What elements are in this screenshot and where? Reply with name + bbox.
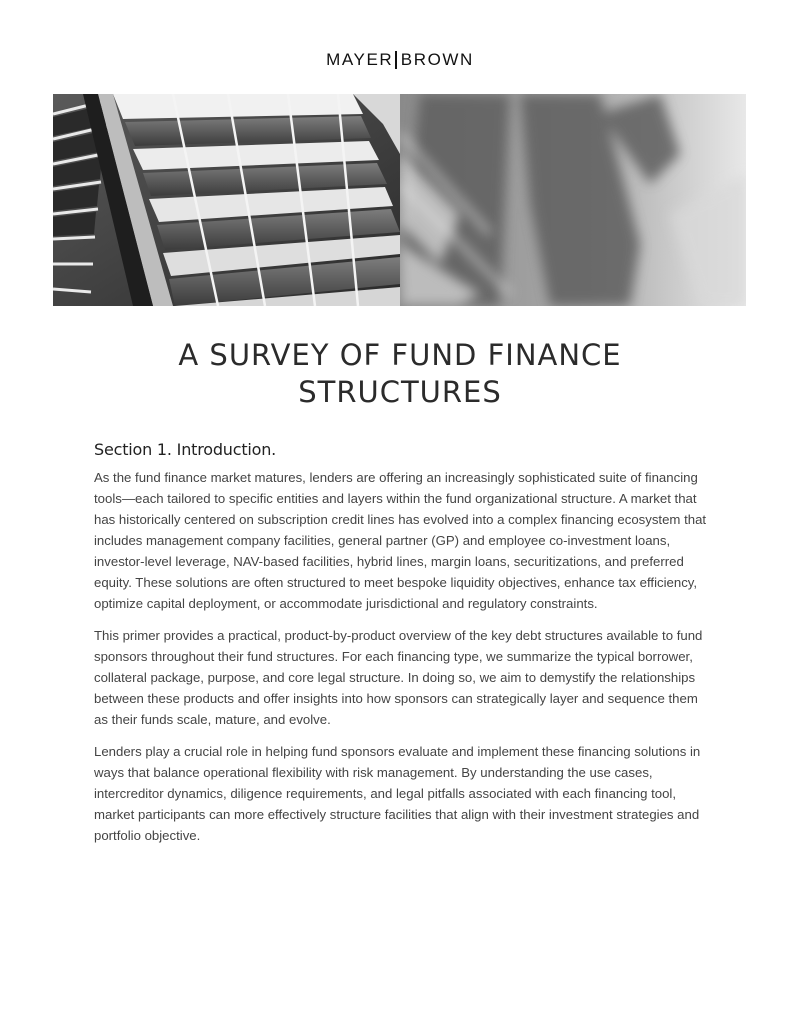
logo-word-brown: BROWN (400, 50, 474, 69)
paragraph-1: As the fund finance market matures, lenders are offering an increasingly sophisticated suite of financing tools—each tailored to specific entities and layers within the fund organizational structure. A market that has historically centered on subscription credit lines has evolved into a complex financing ecosystem that includes management company facilities, general partner (GP) and employee co-investment loans, investor-level leverage, NAV-based facilities, hybrid lines, margin loans, securitizations, and preferred equity. These solutions are often structured to meet bespoke liquidity objectives, enhance tax efficiency, optimize capital deployment, or accommodate jurisdictional and regulatory constraints. (94, 470, 707, 611)
logo-divider (395, 51, 397, 69)
building-facade-photo (53, 94, 400, 306)
document-body (94, 440, 714, 857)
mayer-brown-logo (0, 50, 800, 70)
paragraph-2: This primer provides a practical, product-by-product overview of the key debt structures available to fund sponsors throughout their fund structures. For each financing type, we summarize the typical borrower, collateral package, purpose, and core legal structure. In doing so, we aim to demystify the relationships between these products and offer insights into how sponsors can strategically layer and sequence them as their funds scale, mature, and evolve. (94, 628, 703, 727)
shadow-on-wall-photo (400, 94, 746, 306)
logo-word-mayer: MAYER (326, 50, 394, 69)
section-heading: Section 1. Introduction. (94, 440, 277, 459)
paragraph-3: Lenders play a crucial role in helping fund sponsors evaluate and implement these financing solutions in ways that balance operational flexibility with risk management. By understanding the use cases, intercreditor dynamics, diligence requirements, and legal pitfalls associated with each financing tool, market participants can more effectively structure facilities that align with their investment strategies and portfolio objective. (94, 744, 701, 843)
title-line-2: STRUCTURES (298, 375, 502, 409)
hero-banner (53, 94, 746, 306)
document-title (100, 337, 700, 411)
title-line-1: A SURVEY OF FUND FINANCE (178, 338, 622, 372)
